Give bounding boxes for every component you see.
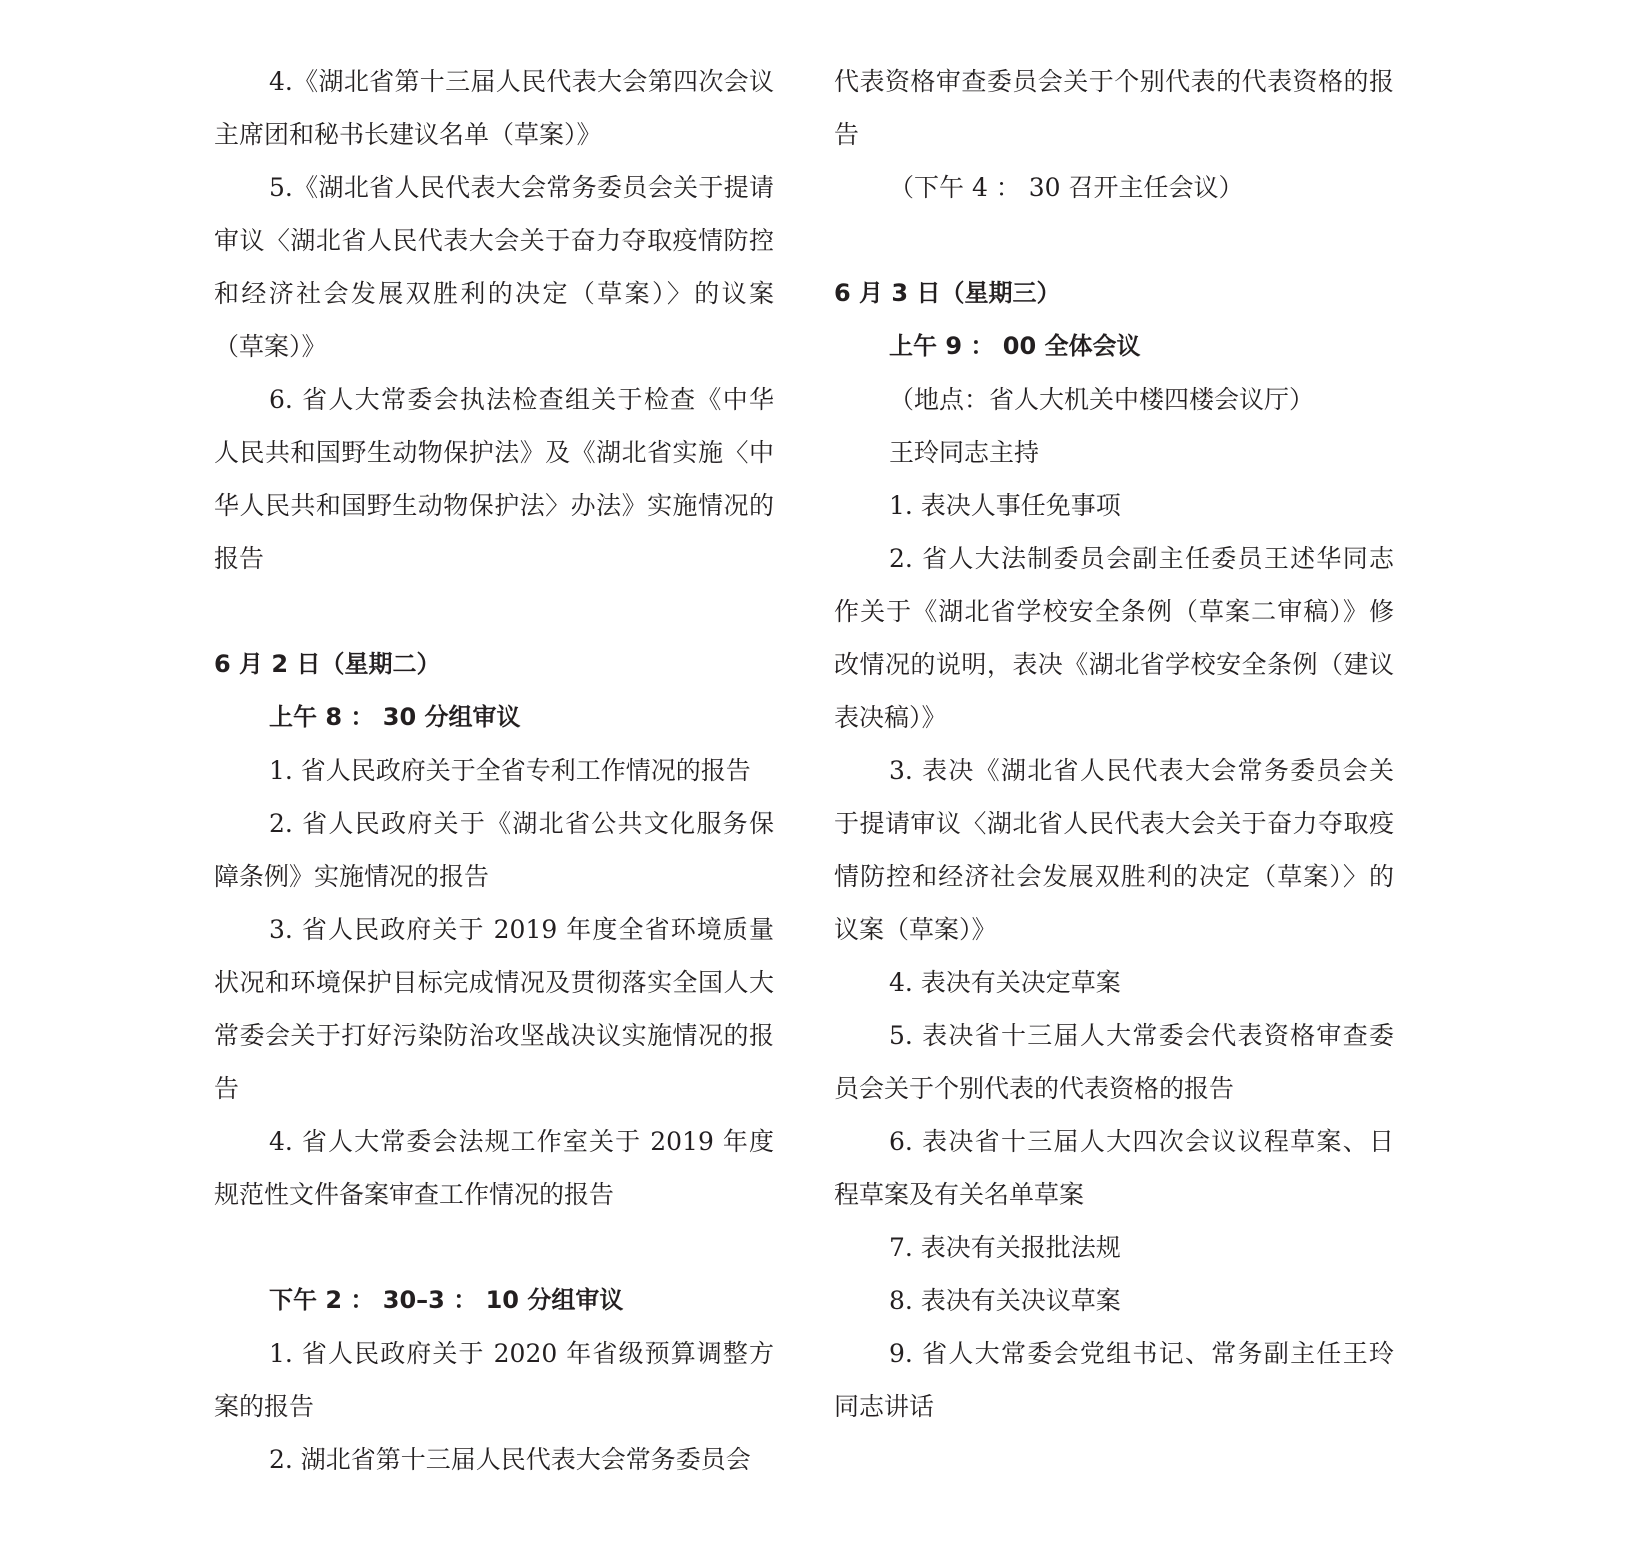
list-item: 7. 表决有关报批法规 <box>889 1233 1121 1262</box>
list-item: 6. 表决省十三届人大四次会议议程草案、日程草案及有关名单草案 <box>834 1127 1394 1209</box>
list-item: 1. 省人民政府关于全省专利工作情况的报告 <box>269 756 751 785</box>
section-gap <box>214 585 774 638</box>
section-gap <box>214 1221 774 1274</box>
date-heading-june-2: 6 月 2 日（星期二） <box>214 650 441 678</box>
right-column <box>834 55 1394 1433</box>
afternoon-note: （下午 4 ： 30 召开主任会议） <box>889 173 1244 202</box>
list-item: 1. 表决人事任免事项 <box>889 491 1121 520</box>
session-heading-afternoon: 下午 2 ： 30–3 ： 10 分组审议 <box>269 1286 624 1314</box>
session-heading-plenary: 上午 9 ： 00 全体会议 <box>889 332 1141 360</box>
continued-text: 代表资格审查委员会关于个别代表的代表资格的报告 <box>834 67 1394 149</box>
list-item: 4. 表决有关决定草案 <box>889 968 1121 997</box>
list-item: 2. 省人大法制委员会副主任委员王述华同志作关于《湖北省学校安全条例（草案二审稿）》修改情况的说明，表决《湖北省学校安全条例（建议表决稿）》 <box>834 544 1394 732</box>
list-item: 3. 表决《湖北省人民代表大会常务委员会关于提请审议〈湖北省人民代表大会关于奋力夺取疫情防控和经济社会发展双胜利的决定（草案）〉的议案（草案）》 <box>834 756 1394 944</box>
left-column <box>214 55 774 1486</box>
list-item: 8. 表决有关决议草案 <box>889 1286 1121 1315</box>
list-item: 1. 省人民政府关于 2020 年省级预算调整方案的报告 <box>214 1339 774 1421</box>
list-item: 2. 湖北省第十三届人民代表大会常务委员会 <box>269 1445 751 1474</box>
date-heading-june-3: 6 月 3 日（星期三） <box>834 279 1061 307</box>
list-item: 5. 表决省十三届人大常委会代表资格审查委员会关于个别代表的代表资格的报告 <box>834 1021 1394 1103</box>
section-gap <box>834 214 1394 267</box>
list-item: 4. 省人大常委会法规工作室关于 2019 年度规范性文件备案审查工作情况的报告 <box>214 1127 774 1209</box>
list-item: 3. 省人民政府关于 2019 年度全省环境质量状况和环境保护目标完成情况及贯彻落实全国人大常委会关于打好污染防治攻坚战决议实施情况的报告 <box>214 915 774 1103</box>
agenda-item-6: 6. 省人大常委会执法检查组关于检查《中华人民共和国野生动物保护法》及《湖北省实施〈中华人民共和国野生动物保护法〉办法》实施情况的报告 <box>214 385 774 573</box>
agenda-item-4: 4.《湖北省第十三届人民代表大会第四次会议主席团和秘书长建议名单（草案）》 <box>214 67 774 149</box>
list-item: 9. 省人大常委会党组书记、常务副主任王玲同志讲话 <box>834 1339 1394 1421</box>
list-item: 2. 省人民政府关于《湖北省公共文化服务保障条例》实施情况的报告 <box>214 809 774 891</box>
agenda-item-5: 5.《湖北省人民代表大会常务委员会关于提请审议〈湖北省人民代表大会关于奋力夺取疫情防控和经济社会发展双胜利的决定（草案）〉的议案（草案）》 <box>214 173 774 361</box>
location-text: （地点：省人大机关中楼四楼会议厅） <box>889 385 1315 414</box>
host-text: 王玲同志主持 <box>889 438 1040 467</box>
session-heading-morning: 上午 8 ： 30 分组审议 <box>269 703 521 731</box>
